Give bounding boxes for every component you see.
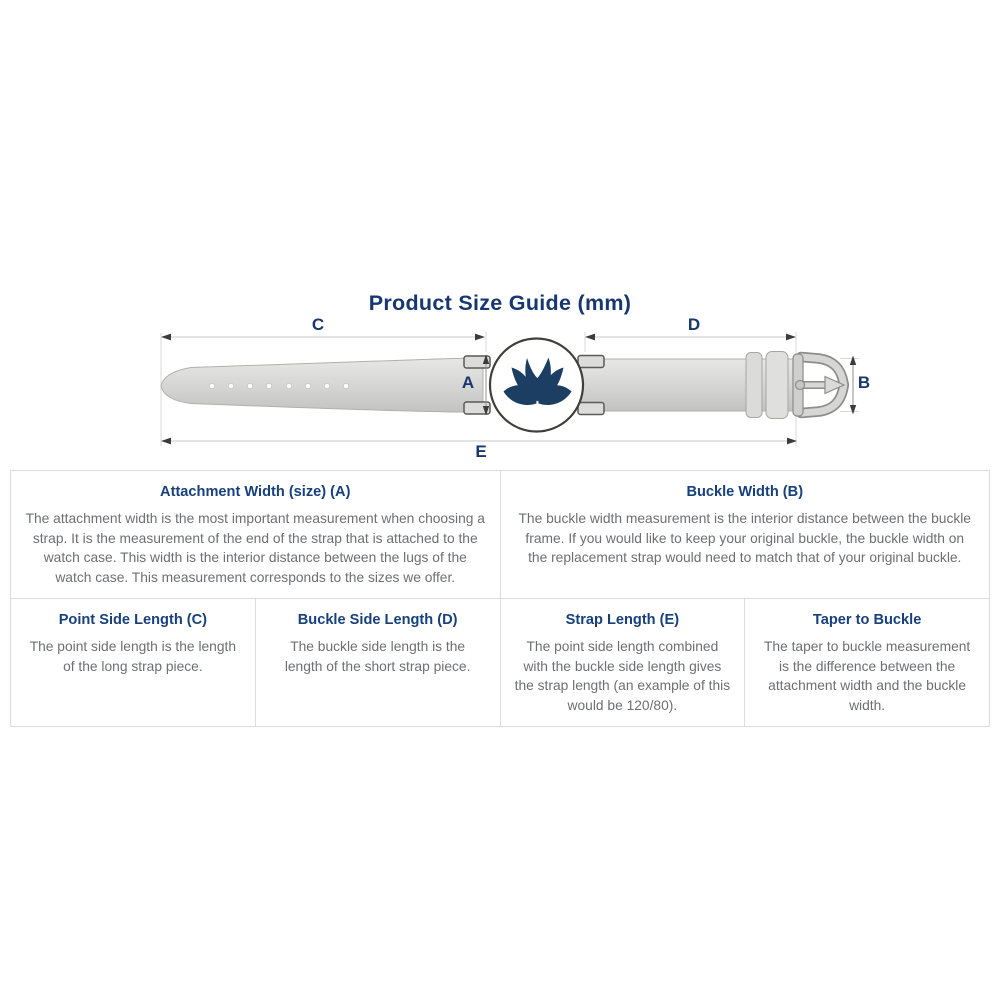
cell-body-point-side-length: The point side length is the length of the long strap piece. xyxy=(29,638,237,674)
strap-diagram-graphic xyxy=(0,300,1000,470)
cell-buckle-side-length xyxy=(255,599,500,726)
cell-body-strap-length: The point side length combined with the buckle side length gives the strap length (an example of this would be 120/80). xyxy=(514,638,731,714)
table-row-widths xyxy=(11,471,989,598)
strap-keepers xyxy=(746,352,788,419)
dimension-label-e: E xyxy=(475,442,487,461)
dimension-label-c: C xyxy=(311,315,325,334)
size-guide-table xyxy=(10,470,990,727)
cell-header-buckle-side-length: Buckle Side Length (D) xyxy=(297,611,458,628)
cell-strap-length xyxy=(500,599,745,726)
cell-buckle-width xyxy=(500,471,990,598)
dimension-a xyxy=(483,355,489,416)
dimension-c xyxy=(161,334,485,341)
cell-point-side-length xyxy=(11,599,255,726)
cell-header-taper-to-buckle: Taper to Buckle xyxy=(812,611,922,628)
cell-header-point-side-length: Point Side Length (C) xyxy=(58,611,208,628)
cell-body-attachment-width: The attachment width is the most important measurement when choosing a strap. It is the measurement of the end of the strap that is attached to the watch case. This width is the interior distance between the lugs of the watch case. This measurement corresponds to the sizes we offer. xyxy=(25,511,485,586)
cell-taper-to-buckle xyxy=(744,599,989,726)
dimension-label-a: A xyxy=(461,373,475,392)
table-row-lengths xyxy=(11,598,989,726)
cell-body-buckle-width: The buckle width measurement is the interior distance between the buckle frame. If you would like to keep your original buckle, the buckle width on the replacement strap would need to match that of your original buckle. xyxy=(518,511,971,566)
size-diagram xyxy=(0,300,1000,470)
cell-attachment-width xyxy=(11,471,500,598)
buckle xyxy=(793,354,844,416)
cell-header-buckle-width: Buckle Width (B) xyxy=(686,484,804,500)
dimension-label-b: B xyxy=(857,373,871,392)
point-side-strap xyxy=(161,358,483,412)
cell-body-buckle-side-length: The buckle side length is the length of the short strap piece. xyxy=(284,638,471,674)
cell-body-taper-to-buckle: The taper to buckle measurement is the difference between the attachment width and the buckle width. xyxy=(763,638,971,714)
cell-header-attachment-width: Attachment Width (size) (A) xyxy=(160,484,351,500)
dimension-label-d: D xyxy=(687,315,701,334)
page-title: Product Size Guide (mm) xyxy=(368,291,632,316)
dimension-d xyxy=(585,334,796,341)
buckle-side-strap xyxy=(580,352,796,419)
cell-header-strap-length: Strap Length (E) xyxy=(565,611,680,628)
